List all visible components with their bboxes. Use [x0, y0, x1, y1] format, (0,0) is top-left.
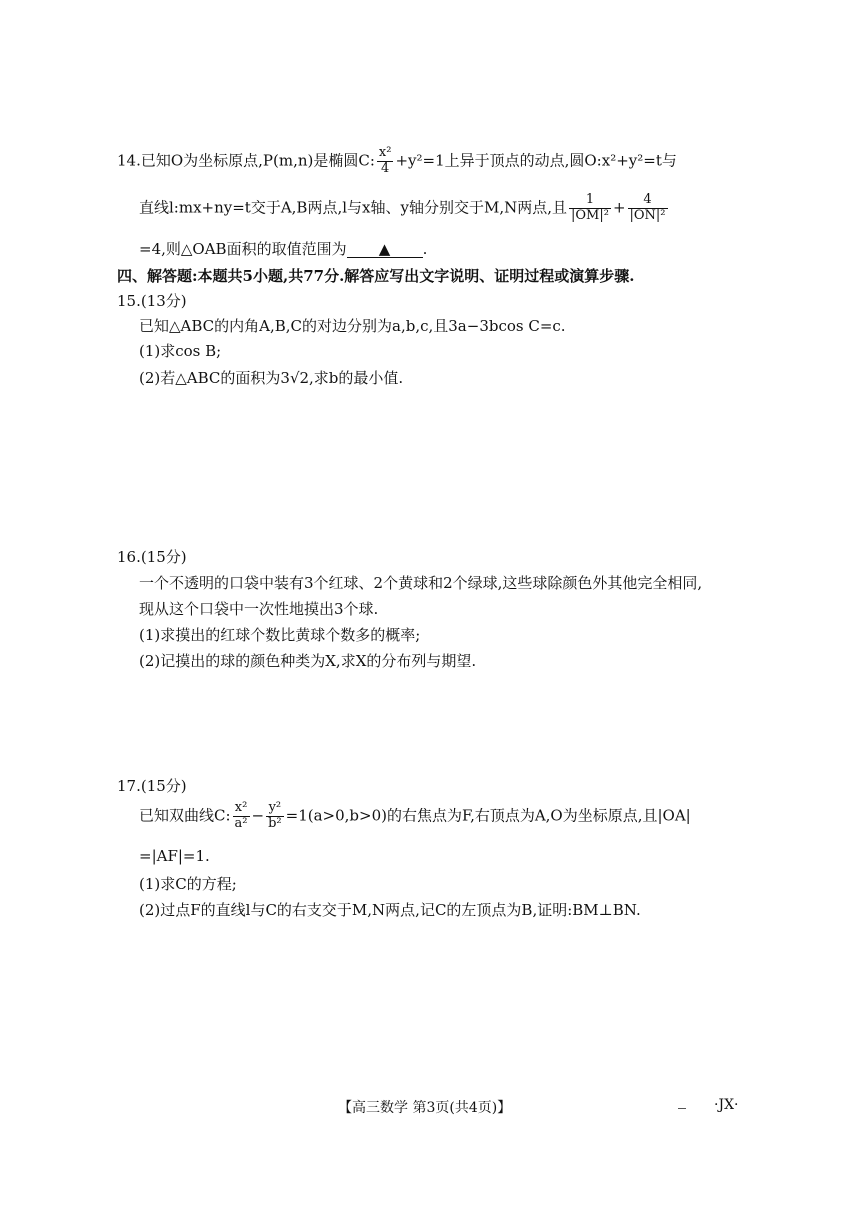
answer-blank	[347, 242, 423, 258]
q16-header: 16.(15分)	[117, 548, 187, 566]
q14-fraction-1-over-OM: $\frac{1}{\text{|OM|²}}$	[570, 192, 609, 223]
q17-stem-line1: 已知双曲线C: $\frac{\text{x²}}{\text{a²}}$ − $\frac{\text{y²}}{\text{b²}}$ =1(a>0,b>0)的右焦点为F,右顶点为A,O为坐标原点,且|OA|	[139, 800, 691, 831]
q16-stem-line2: 现从这个口袋中一次性地摸出3个球.	[139, 600, 379, 618]
q14-line3: =4,则△OAB面积的取值范围为 ▲ .	[139, 240, 428, 258]
q15-header: 15.(13分)	[117, 292, 187, 310]
triangle-marker-icon: ▲	[378, 240, 391, 258]
page-footer: 【高三数学 第3页(共4页)】	[338, 1100, 512, 1116]
q14-fraction-4-over-ON: $\frac{4}{\text{|ON|²}}$	[629, 192, 666, 223]
q17-fraction-y2-over-b2: $\frac{\text{y²}}{\text{b²}}$	[268, 800, 282, 831]
q17-part1: (1)求C的方程;	[139, 875, 237, 893]
q14-line2: 直线l:mx+ny=t交于A,B两点,l与x轴、y轴分别交于M,N两点,且 $\frac{1}{\text{|OM|²}}$ + $\frac{4}{\text{|ON|²}}$	[139, 192, 666, 223]
q16-part1: (1)求摸出的红球个数比黄球个数多的概率;	[139, 626, 421, 644]
footer-dash	[678, 1108, 686, 1109]
footer-code: ·JX·	[714, 1097, 739, 1113]
section-heading: 四、解答题:本题共5小题,共77分.解答应写出文字说明、证明过程或演算步骤.	[117, 267, 635, 285]
q15-stem: 已知△ABC的内角A,B,C的对边分别为a,b,c,且3a−3bcos C=c.	[139, 317, 566, 335]
q17-part2: (2)过点F的直线l与C的右支交于M,N两点,记C的左顶点为B,证明:BM⊥BN.	[139, 901, 641, 919]
q17-stem-line2: =|AF|=1.	[139, 847, 210, 865]
q15-part2: (2)若△ABC的面积为3√2,求b的最小值.	[139, 369, 404, 387]
q16-stem-line1: 一个不透明的口袋中装有3个红球、2个黄球和2个绿球,这些球除颜色外其他完全相同,	[139, 574, 703, 592]
q16-part2: (2)记摸出的球的颜色种类为X,求X的分布列与期望.	[139, 652, 477, 670]
q17-header: 17.(15分)	[117, 777, 187, 795]
q17-fraction-x2-over-a2: $\frac{\text{x²}}{\text{a²}}$	[234, 800, 248, 831]
q15-part1: (1)求cos B;	[139, 342, 222, 360]
q14-line1: 14.已知O为坐标原点,P(m,n)是椭圆C: $\frac{\text{x²}}{4}$ +y²=1上异于顶点的动点,圆O:x²+y²=t与	[117, 145, 677, 176]
q14-fraction-x2-over-4: $\frac{\text{x²}}{4}$	[378, 145, 392, 176]
